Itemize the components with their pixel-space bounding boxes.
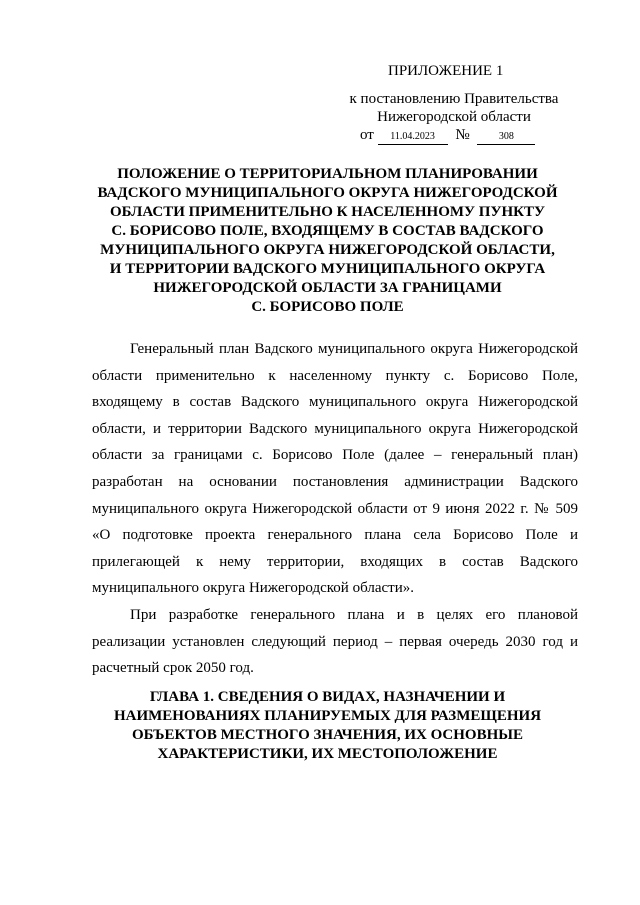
chapter-title-line: ХАРАКТЕРИСТИКИ, ИХ МЕСТОПОЛОЖЕНИЕ [157,746,498,762]
number-value: 308 [477,130,535,145]
attachment-line-2: Нижегородской области [377,109,531,125]
date-prefix: от [360,127,374,143]
chapter-title-line: НАИМЕНОВАНИЯХ ПЛАНИРУЕМЫХ ДЛЯ РАЗМЕЩЕНИЯ [113,708,542,724]
number-sign: № [455,127,470,143]
title-line: И ТЕРРИТОРИИ ВАДСКОГО МУНИЦИПАЛЬНОГО ОКРУГА [109,261,546,277]
title-line: ОБЛАСТИ ПРИМЕНИТЕЛЬНО К НАСЕЛЕННОМУ ПУНКТУ [109,204,546,220]
paragraph-period: При разработке генерального плана и в целях его плановой реализации установлен следующий период – первая очередь 2030 год и расчетный срок 2050 год. [92,606,578,677]
attachment-reference [328,90,580,145]
date-value: 11.04.2023 [378,130,448,145]
attachment-line-1: к постановлению Правительства [349,91,559,107]
title-line: МУНИЦИПАЛЬНОГО ОКРУГА НИЖЕГОРОДСКОЙ ОБЛАСТИ, [100,242,555,258]
title-line: С. БОРИСОВО ПОЛЕ, ВХОДЯЩЕМУ В СОСТАВ ВАДСКОГО [111,223,544,239]
chapter-title [80,688,575,764]
title-line: ВАДСКОГО МУНИЦИПАЛЬНОГО ОКРУГА НИЖЕГОРОДСКОЙ [97,185,558,201]
chapter-title-line: ГЛАВА 1. СВЕДЕНИЯ О ВИДАХ, НАЗНАЧЕНИИ И [149,689,506,705]
attachment-title: ПРИЛОЖЕНИЕ 1 [388,63,504,79]
attachment-date-line [328,126,580,145]
body-text [92,336,578,682]
title-line: НИЖЕГОРОДСКОЙ ОБЛАСТИ ЗА ГРАНИЦАМИ [153,280,502,296]
title-line: ПОЛОЖЕНИЕ О ТЕРРИТОРИАЛЬНОМ ПЛАНИРОВАНИИ [117,166,538,182]
document-title [80,165,575,317]
paragraph-general-plan: Генеральный план Вадского муниципального округа Нижегородской области применительно к населенному пункту с. Борисово Поле, входящему в состав Вадского муниципального округа Нижегородской области, и территории Вадского муниципального округа Нижегородской области за границами с. Борисово Поле (далее – генеральный план) разработан на основании постановления администрации Вадского муниципального округа Нижегородской области от 9 июня 2022 г. № 509 «О подготовке проекта генерального плана села Борисово Поле и прилегающей к нему территории, входящих в состав Вадского муниципального округа Нижегородской области». [92,341,578,597]
chapter-title-line: ОБЪЕКТОВ МЕСТНОГО ЗНАЧЕНИЯ, ИХ ОСНОВНЫЕ [131,727,524,743]
title-line: С. БОРИСОВО ПОЛЕ [251,299,404,315]
